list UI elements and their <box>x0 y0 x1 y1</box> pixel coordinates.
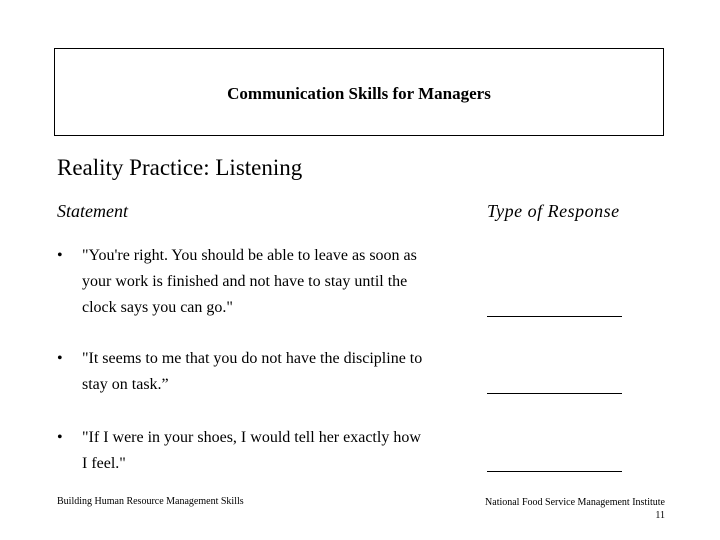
section-heading: Reality Practice: Listening <box>57 155 303 180</box>
response-column-heading: Type of Response <box>487 201 620 221</box>
response-blank-1[interactable] <box>487 316 622 317</box>
bullet-icon: • <box>57 429 63 446</box>
page-number: 11 <box>655 510 665 521</box>
statement-text-1: "You're right. You should be able to leave as soon as your work is finished and not have to stay until the clock says you can go." <box>82 247 417 316</box>
statement-item-1 <box>57 243 477 323</box>
footer-institute: National Food Service Management Institute <box>485 497 665 508</box>
statement-column-heading: Statement <box>57 201 128 221</box>
statement-text-3: "If I were in your shoes, I would tell her exactly how I feel." <box>82 429 421 472</box>
title-box <box>54 48 664 136</box>
response-blank-3[interactable] <box>487 471 622 472</box>
footer-source: Building Human Resource Management Skills <box>57 496 244 507</box>
document-title: Communication Skills for Managers <box>227 84 491 103</box>
statement-item-3 <box>57 425 477 479</box>
bullet-icon: • <box>57 350 63 367</box>
footer-publisher <box>485 496 665 522</box>
statement-item-2 <box>57 346 477 400</box>
statement-text-2: "It seems to me that you do not have the discipline to stay on task.” <box>82 350 423 393</box>
bullet-icon: • <box>57 247 63 264</box>
response-blank-2[interactable] <box>487 393 622 394</box>
